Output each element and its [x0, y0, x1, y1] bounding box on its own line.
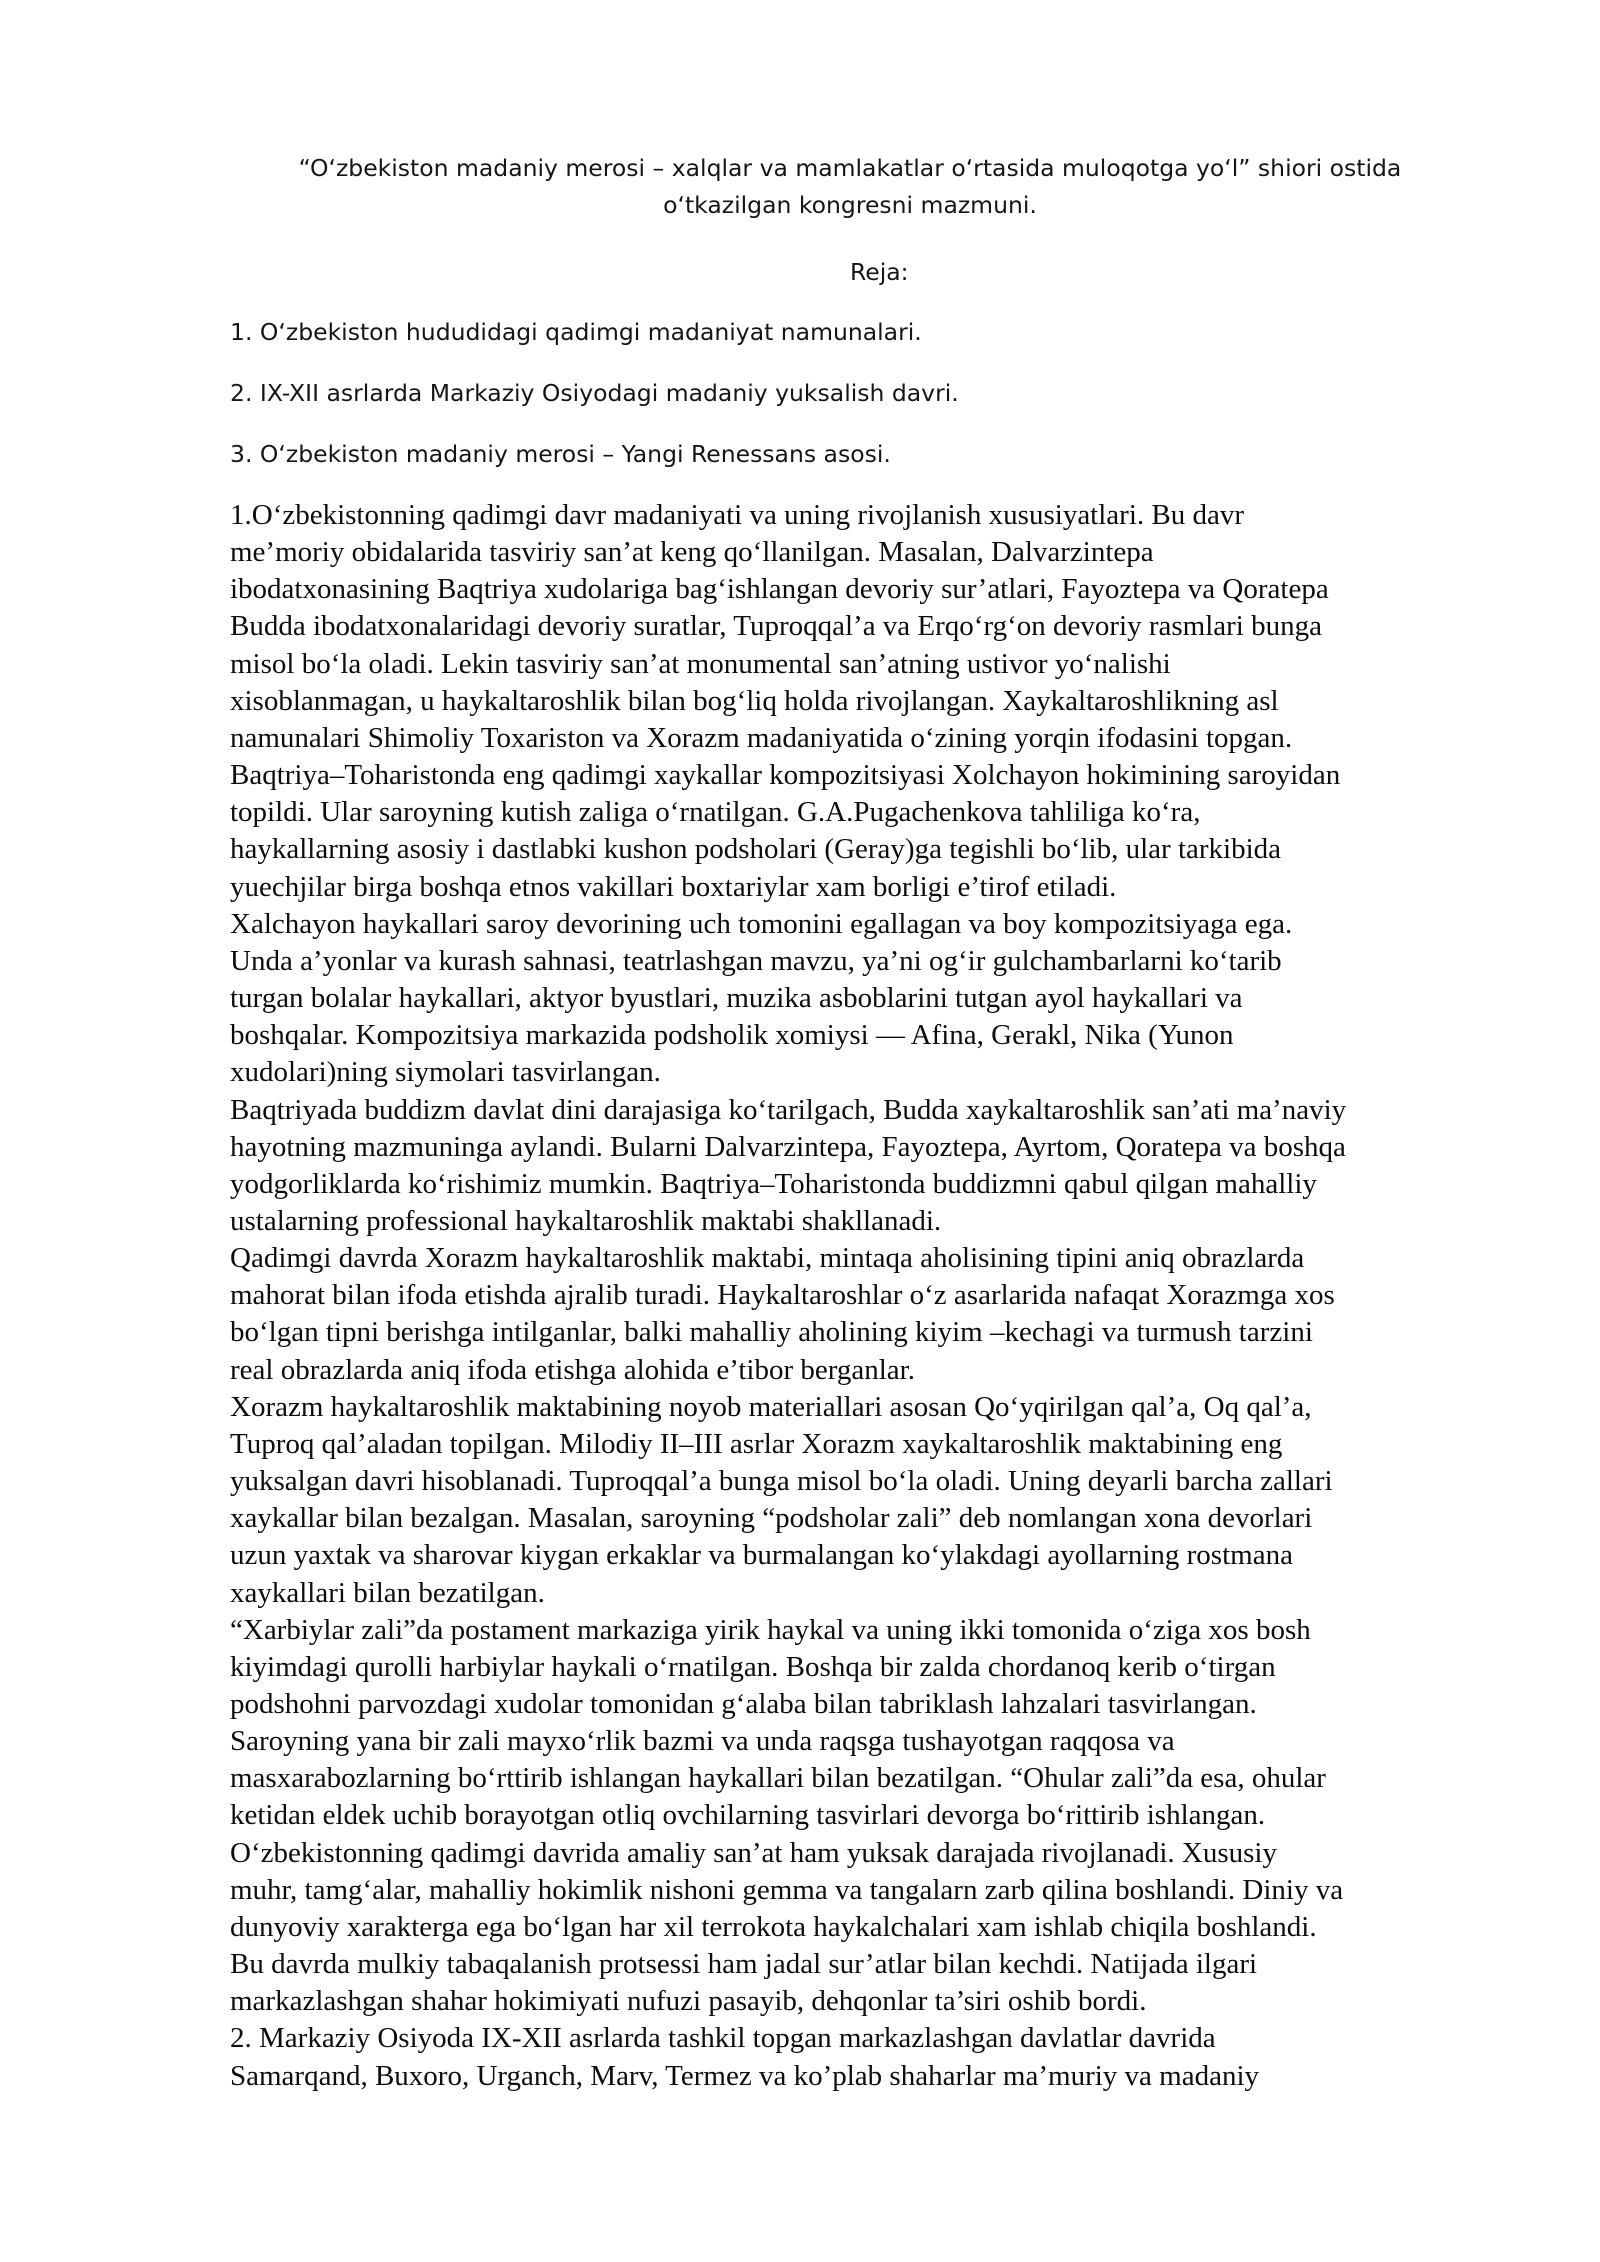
- paragraph-line: ustalarning professional haykaltaroshlik maktabi shakllanadi.: [230, 1204, 942, 1237]
- paragraph-line: boshqalar. Kompozitsiya markazida podsholik xomiysi — Afina, Gerakl, Nika (Yunon: [230, 1019, 1234, 1052]
- paragraph-line: kiyimdagi qurolli harbiylar haykali o‘rnatilgan. Boshqa bir zalda chordanoq kerib o‘tirgan: [230, 1650, 1276, 1683]
- paragraph-line: ketidan eldek uchib borayotgan otliq ovchilarning tasvirlari devorga bo‘rittirib ishlangan.: [230, 1799, 1266, 1832]
- paragraph-line: Bu davrda mulkiy tabaqalanish protsessi ham jadal sur’atlar bilan kechdi. Natijada ilgari: [230, 1948, 1258, 1981]
- paragraph-line: ibodatxonasining Baqtriya xudolariga bag‘ishlangan devoriy sur’atlari, Fayoztepa va Qoratepa: [230, 573, 1329, 606]
- paragraph-line: 1.O‘zbekistonning qadimgi davr madaniyati va uning rivojlanish xususiyatlari. Bu davr: [230, 499, 1245, 531]
- paragraph-line: Xalchayon haykallari saroy devorining uch tomonini egallagan va boy kompozitsiyaga ega.: [230, 907, 1293, 940]
- paragraph-line: xaykallar bilan bezalgan. Masalan, saroyning “podsholar zali” deb nomlangan xona devorlari: [230, 1502, 1313, 1535]
- paragraph-line: muhr, tamg‘alar, mahalliy hokimlik nishoni gemma va tangalarn zarb qilina boshlandi. Diniy va: [230, 1873, 1344, 1906]
- paragraph-line: O‘zbekistonning qadimgi davrida amaliy san’at ham yuksak darajada rivojlanadi. Xususiy: [230, 1836, 1277, 1869]
- paragraph-line: real obrazlarda aniq ifoda etishga alohida e’tibor berganlar.: [230, 1353, 915, 1386]
- paragraph-line: Samarqand, Buxoro, Urganch, Marv, Termez va ko’plab shaharlar ma’muriy va madaniy: [230, 2059, 1260, 2092]
- paragraph-line: Budda ibodatxonalaridagi devoriy suratlar, Tuproqqal’a va Erqo‘rg‘on devoriy rasmlari bunga: [230, 610, 1322, 643]
- body-paragraph: [230, 1240, 1490, 1389]
- body-paragraph: [230, 2020, 1490, 2094]
- paragraph-line: yuksalgan davri hisoblanadi. Tuproqqal’a bunga misol bo‘la oladi. Uning deyarli barcha zallari: [230, 1465, 1333, 1498]
- plan-item: 3. O‘zbekiston madaniy merosi – Yangi Renessans asosi.: [230, 440, 891, 468]
- paragraph-line: xudolari)ning siymolari tasvirlangan.: [230, 1056, 661, 1089]
- plan-item: 1. O‘zbekiston hududidagi qadimgi madaniyat namunalari.: [230, 318, 922, 346]
- body-paragraph: [230, 1835, 1490, 2021]
- paragraph-line: turgan bolalar haykallari, aktyor byustlari, muzika asboblarini tutgan ayol haykallari va: [230, 982, 1243, 1015]
- paragraph-line: Unda a’yonlar va kurash sahnasi, teatrlashgan mavzu, ya’ni og‘ir gulchambarlarni ko‘tarib: [230, 944, 1282, 977]
- body-paragraph: [230, 1389, 1490, 1612]
- paragraph-line: masxarabozlarning bo‘rttirib ishlangan haykallari bilan bezatilgan. “Ohular zali”da esa, ohular: [230, 1762, 1326, 1795]
- body-paragraph: [230, 1612, 1490, 1835]
- paragraph-line: “Xarbiylar zali”da postament markaziga yirik haykal va uning ikki tomonida o‘ziga xos bosh: [230, 1613, 1311, 1646]
- paragraph-line: xisoblanmagan, u haykaltaroshlik bilan bog‘liq holda rivojlangan. Xaykaltaroshlikning asl: [230, 684, 1279, 717]
- paragraph-line: Qadimgi davrda Xorazm haykaltaroshlik maktabi, mintaqa aholisining tipini aniq obrazlarda: [230, 1242, 1305, 1275]
- body-paragraph: [230, 497, 1490, 906]
- paragraph-line: Tuproq qal’aladan topilgan. Milodiy II–III asrlar Xorazm xaykaltaroshlik maktabining eng: [230, 1427, 1283, 1460]
- paragraph-line: 2. Markaziy Osiyoda IX-XII asrlarda tashkil topgan markazlashgan davlatlar davrida: [230, 2022, 1216, 2055]
- title-line: o‘tkazilgan kongresni mazmuni.: [663, 191, 1037, 219]
- paragraph-line: podshohni parvozdagi xudolar tomonidan g‘alaba bilan tabriklash lahzalari tasvirlangan.: [230, 1688, 1257, 1720]
- title-line: “O‘zbekiston madaniy merosi – xalqlar va mamlakatlar o‘rtasida muloqotga yo‘l” shiori ostida: [298, 154, 1402, 182]
- paragraph-line: misol bo‘la oladi. Lekin tasviriy san’at monumental san’atning ustivor yo‘nalishi: [230, 647, 1171, 680]
- paragraph-line: namunalari Shimoliy Toxariston va Xorazm madaniyatida o‘zining yorqin ifodasini topgan.: [230, 721, 1293, 754]
- paragraph-line: xaykallari bilan bezatilgan.: [230, 1576, 545, 1609]
- paragraph-line: Baqtriyada buddizm davlat dini darajasiga ko‘tarilgach, Budda xaykaltaroshlik san’ati ma’naviy: [230, 1093, 1347, 1126]
- paragraph-line: Saroyning yana bir zali mayxo‘rlik bazmi va unda raqsga tushayotgan raqqosa va: [230, 1725, 1175, 1758]
- body-paragraph: [230, 906, 1490, 1092]
- paragraph-line: dunyoviy xarakterga ega bo‘lgan har xil terrokota haykalchalari xam ishlab chiqila boshlandi.: [230, 1910, 1317, 1943]
- paragraph-line: bo‘lgan tipni berishga intilganlar, balki mahalliy aholining kiyim –kechagi va turmush tarzini: [230, 1316, 1313, 1349]
- plan-item: 2. IX-XII asrlarda Markaziy Osiyodagi madaniy yuksalish davri.: [230, 379, 959, 407]
- plan-heading: Reja:: [850, 258, 909, 286]
- paragraph-line: markazlashgan shahar hokimiyati nufuzi pasayib, dehqonlar ta’siri oshib bordi.: [230, 1985, 1147, 2018]
- paragraph-line: yuechjilar birga boshqa etnos vakillari boxtariylar xam borligi e’tirof etiladi.: [230, 870, 1117, 903]
- paragraph-line: hayotning mazmuninga aylandi. Bularni Dalvarzintepa, Fayoztepa, Ayrtom, Qoratepa va boshqa: [230, 1130, 1346, 1163]
- body-paragraph: [230, 1092, 1490, 1241]
- paragraph-line: yodgorliklarda ko‘rishimiz mumkin. Baqtriya–Toharistonda buddizmni qabul qilgan mahalliy: [230, 1167, 1317, 1200]
- paragraph-line: topildi. Ular saroyning kutish zaliga o‘rnatilgan. G.A.Pugachenkova tahliliga ko‘ra,: [230, 796, 1201, 829]
- paragraph-line: Baqtriya–Toharistonda eng qadimgi xaykallar kompozitsiyasi Xolchayon hokimining saroyidan: [230, 759, 1341, 792]
- paragraph-line: me’moriy obidalarida tasviriy san’at keng qo‘llanilgan. Masalan, Dalvarzintepa: [230, 536, 1154, 569]
- paragraph-line: mahorat bilan ifoda etishda ajralib turadi. Haykaltaroshlar o‘z asarlarida nafaqat Xorazmga xos: [230, 1279, 1335, 1312]
- paragraph-line: haykallarning asosiy i dastlabki kushon podsholari (Geray)ga tegishli bo‘lib, ular tarkibida: [230, 833, 1282, 866]
- body-text: [230, 497, 1490, 2095]
- paragraph-line: Xorazm haykaltaroshlik maktabining noyob materiallari asosan Qo‘yqirilgan qal’a, Oq qal’a,: [230, 1390, 1312, 1423]
- document-title: [200, 150, 1500, 224]
- paragraph-line: uzun yaxtak va sharovar kiygan erkaklar va burmalangan ko‘ylakdagi ayollarning rostmana: [230, 1539, 1293, 1572]
